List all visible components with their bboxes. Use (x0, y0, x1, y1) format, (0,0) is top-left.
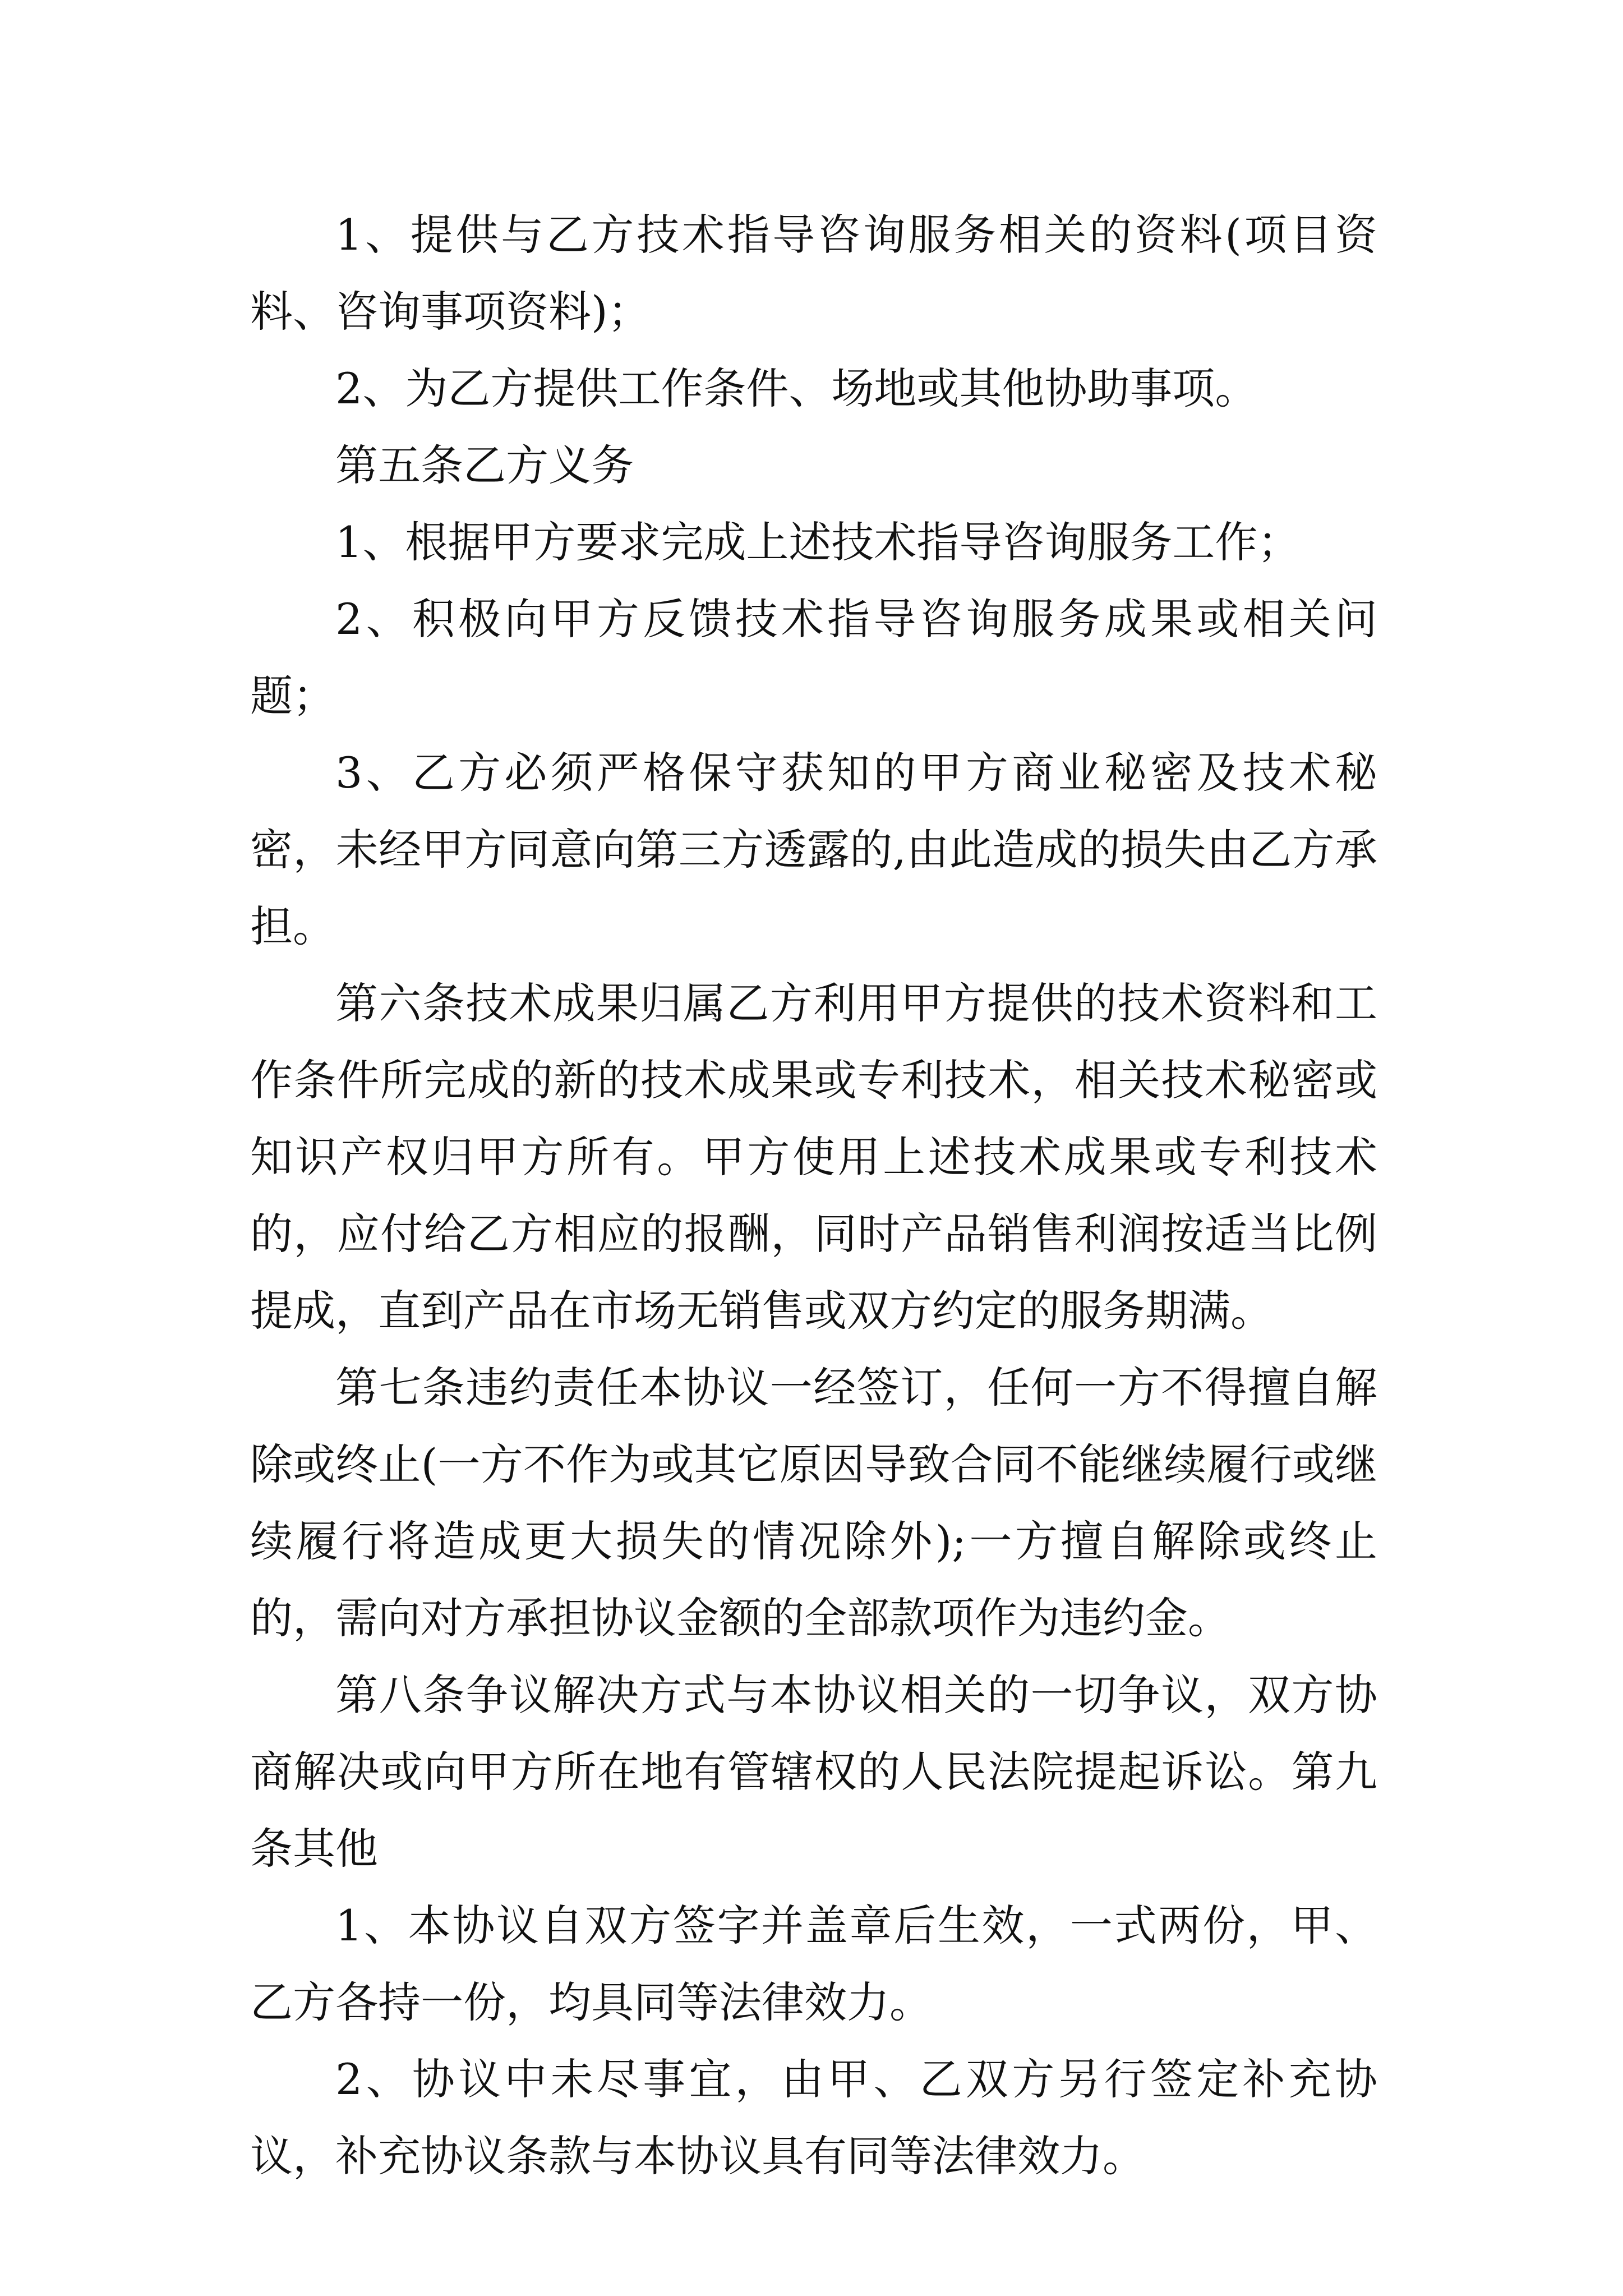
paragraph-feedback: 2、积极向甲方反馈技术指导咨询服务成果或相关问题； (250, 594, 1377, 721)
paragraph-supplementary: 2、协议中未尽事宜，由甲、乙双方另行签定补充协议，补充协议条款与本协议具有同等法律效力。 (250, 2054, 1377, 2181)
document-body (250, 196, 1377, 2194)
paragraph-provide-conditions: 2、为乙方提供工作条件、场地或其他协助事项。 (335, 364, 1258, 413)
paragraph-provide-materials: 1、提供与乙方技术指导咨询服务相关的资料(项目资料、咨询事项资料)； (250, 210, 1377, 337)
paragraph-article-7: 第七条违约责任本协议一经签订，任何一方不得擅自解除或终止(一方不作为或其它原因导致合同不能继续履行或继续履行将造成更大损失的情况除外);一方擅自解除或终止的，需向对方承担协议金额的全部款项作为违约金。 (250, 1363, 1377, 1643)
paragraph-complete-work: 1、根据甲方要求完成上述技术指导咨询服务工作； (335, 517, 1301, 567)
paragraph-effective: 1、本协议自双方签字并盖章后生效，一式两份，甲、乙方各持一份，均具同等法律效力。 (250, 1901, 1377, 2027)
paragraph-confidentiality: 3、乙方必须严格保守获知的甲方商业秘密及技术秘密，未经甲方同意向第三方透露的,由此造成的损失由乙方承担。 (250, 748, 1377, 951)
paragraph-article-5-heading: 第五条乙方义务 (335, 440, 634, 490)
paragraph-article-8: 第八条争议解决方式与本协议相关的一切争议，双方协商解决或向甲方所在地有管辖权的人民法院提起诉讼。第九条其他 (250, 1670, 1377, 1874)
paragraph-article-6: 第六条技术成果归属乙方利用甲方提供的技术资料和工作条件所完成的新的技术成果或专利技术，相关技术秘密或知识产权归甲方所有。甲方使用上述技术成果或专利技术的，应付给乙方相应的报酬，同时产品销售利润按适当比例提成，直到产品在市场无销售或双方约定的服务期满。 (250, 978, 1377, 1336)
